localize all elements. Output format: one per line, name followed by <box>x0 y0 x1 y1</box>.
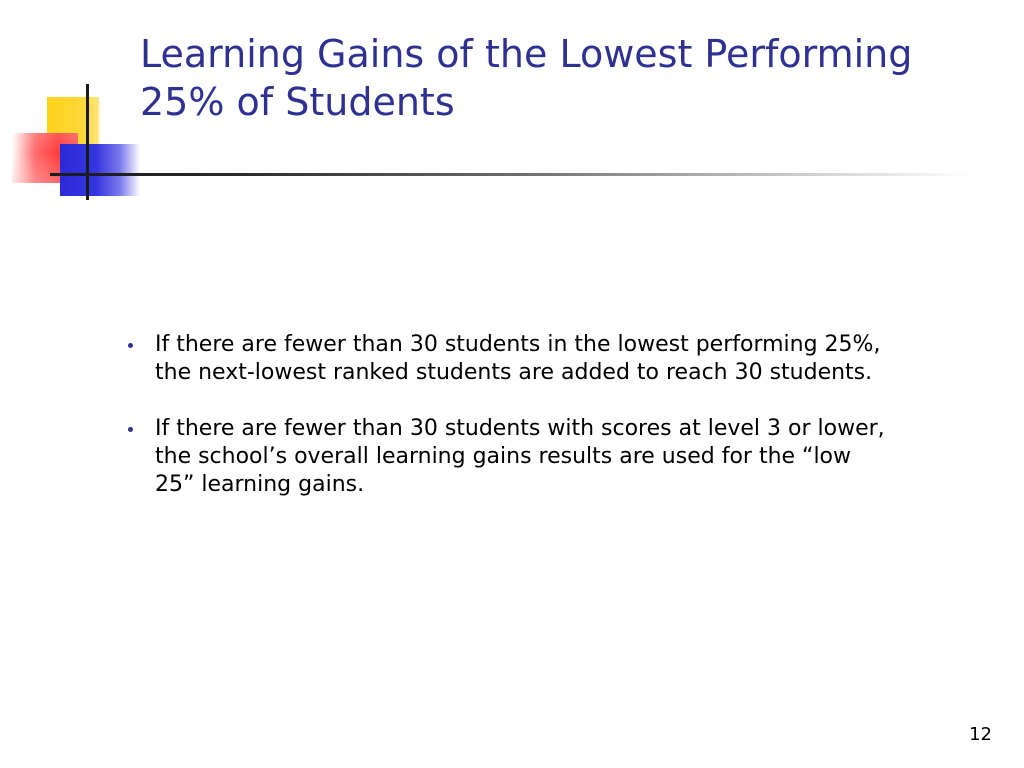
slide-page-number: 12 <box>969 724 992 745</box>
bullet-text: If there are fewer than 30 students with scores at level 3 or lower, the school’s overall learning gains results are used for the “low 25” learning gains. <box>155 416 885 497</box>
slide-title: Learning Gains of the Lowest Performing 25% of Students <box>140 32 913 124</box>
blue-square-shape <box>60 144 140 196</box>
bullet-list <box>128 331 888 527</box>
bullet-dot-icon <box>128 427 133 432</box>
bullet-dot-icon <box>128 343 133 348</box>
title-underline-rule <box>50 173 970 176</box>
bullet-text: If there are fewer than 30 students in the lowest performing 25%, the next-lowest ranked students are added to reach 30 students. <box>155 332 881 385</box>
vertical-rule <box>86 84 89 200</box>
bullet-item <box>128 331 888 387</box>
bullet-item <box>128 415 888 499</box>
